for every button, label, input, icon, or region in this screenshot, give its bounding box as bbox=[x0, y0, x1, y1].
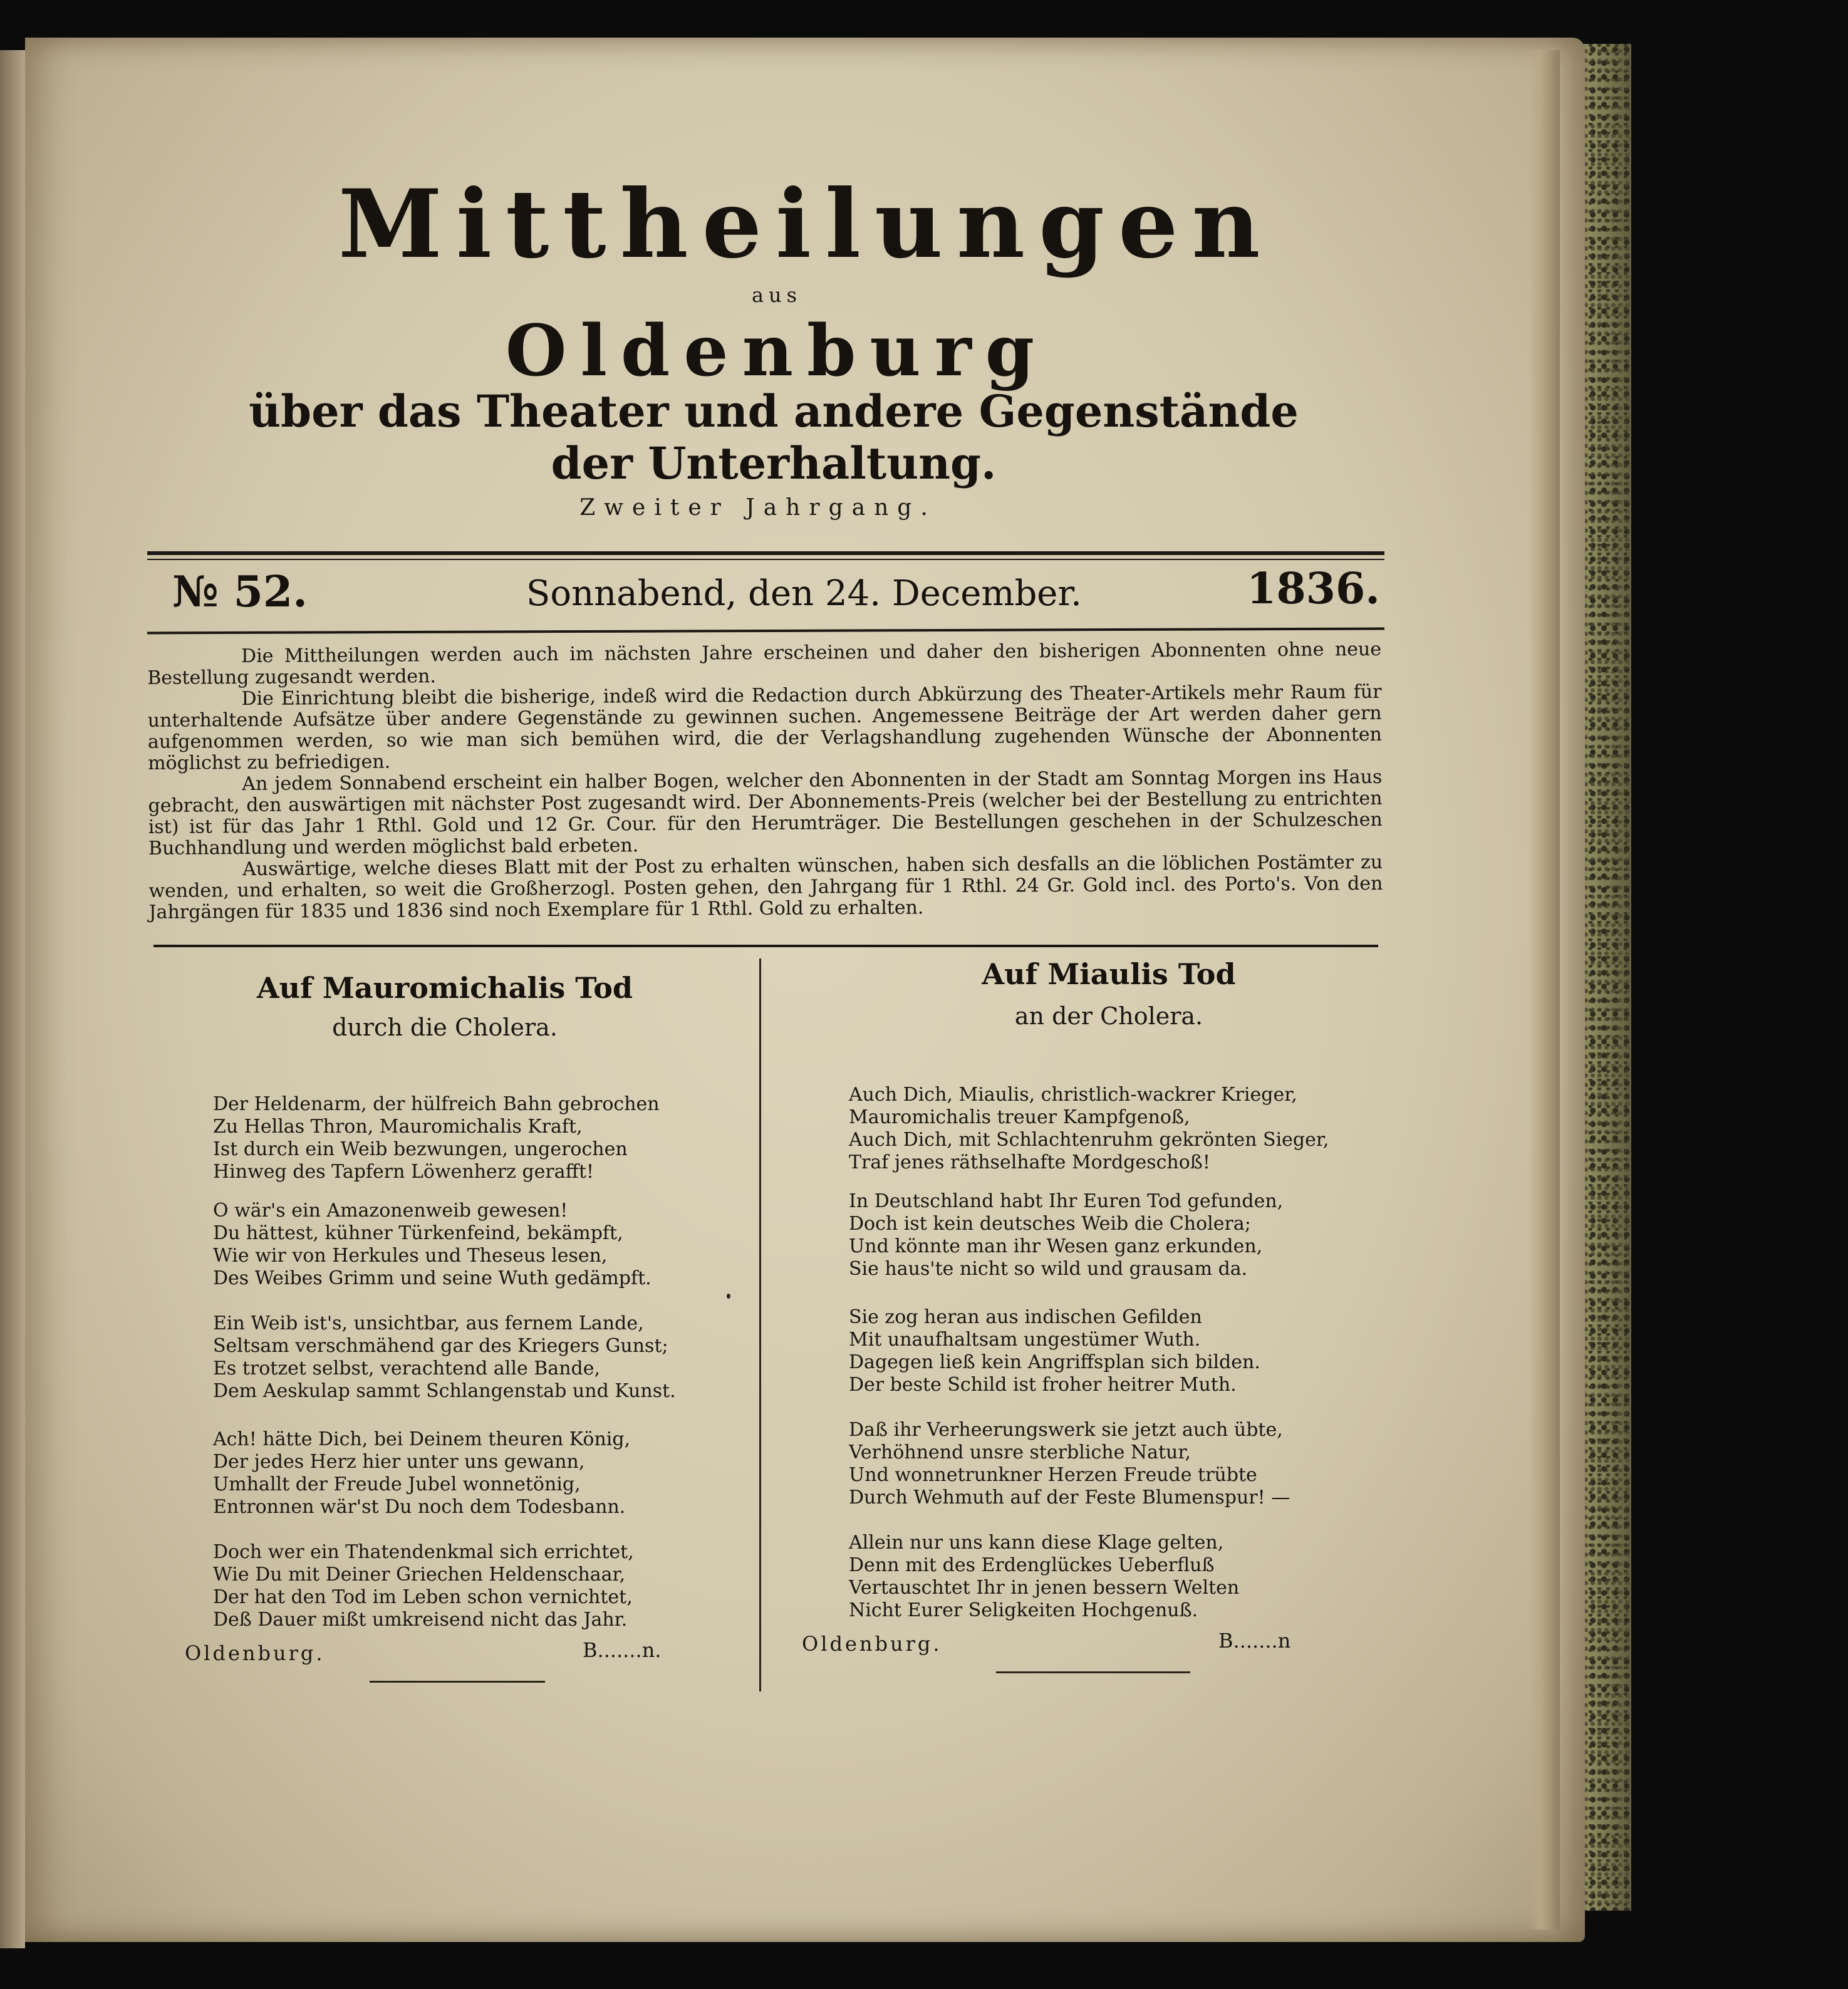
verse-line: Auch Dich, Miaulis, christlich-wackrer Krieger, bbox=[849, 1084, 1297, 1106]
notice-paragraph: An jedem Sonnabend erscheint ein halber Bogen, welcher den Abonnenten in der Stadt am Sonntag Morgen ins Haus gebracht, den auswärtigen mit nächster Post zugesandt wird. Der Abonnements-Preis (welcher bei der Bestellung zu entrichten ist) ist für das Jahr 1 Rthl. Gold und 12 Gr. Cour. für den Herumträger. Die Bestellungen geschehen in der Schulzeschen Buchhandlung und werden möglichst bald erbeten. bbox=[148, 766, 1383, 859]
facing-page-edge bbox=[0, 50, 25, 1948]
right-stanza-5 bbox=[849, 1532, 1239, 1622]
verse-line: Der beste Schild ist froher heitrer Muth. bbox=[849, 1374, 1237, 1396]
top-double-rule bbox=[147, 551, 1384, 555]
page-edge-shadow bbox=[1529, 50, 1560, 1929]
verse-line: Wie wir von Herkules und Theseus lesen, bbox=[213, 1245, 608, 1267]
verse-line: Ein Weib ist's, unsichtbar, aus fernem Lande, bbox=[213, 1312, 644, 1334]
left-poem-title: Auf Mauromichalis Tod bbox=[256, 971, 633, 1005]
issue-number: № 52. bbox=[172, 567, 308, 617]
volume-label: Zweiter Jahrgang. bbox=[579, 495, 937, 521]
verse-line: Doch ist kein deutsches Weib die Cholera; bbox=[849, 1213, 1251, 1235]
verse-line: In Deutschland habt Ihr Euren Tod gefunden, bbox=[849, 1190, 1284, 1212]
left-stanza-1 bbox=[213, 1093, 660, 1183]
verse-line: Wie Du mit Deiner Griechen Heldenschaar, bbox=[213, 1564, 626, 1586]
ink-speck bbox=[727, 1294, 730, 1299]
verse-line: Dem Aeskulap sammt Schlangenstab und Kunst. bbox=[213, 1380, 676, 1402]
verse-line: Der Heldenarm, der hülfreich Bahn gebrochen bbox=[213, 1093, 660, 1115]
verse-line: Doch wer ein Thatendenkmal sich errichtet, bbox=[213, 1541, 634, 1563]
verse-line: Allein nur uns kann diese Klage gelten, bbox=[849, 1532, 1224, 1554]
verse-line: Traf jenes räthselhafte Mordgeschoß! bbox=[849, 1151, 1210, 1173]
verse-line: Dagegen ließ kein Angriffsplan sich bilden. bbox=[849, 1351, 1260, 1373]
top-double-rule-thin bbox=[147, 559, 1384, 560]
verse-line: Sie haus'te nicht so wild und grausam da. bbox=[849, 1258, 1248, 1280]
right-signature: B.......n bbox=[1218, 1629, 1291, 1653]
verse-line: Ach! hätte Dich, bei Deinem theuren König, bbox=[213, 1428, 631, 1450]
subscription-notice bbox=[147, 639, 1383, 923]
verse-line: Daß ihr Verheerungswerk sie jetzt auch übte, bbox=[849, 1419, 1283, 1441]
verse-line: Zu Hellas Thron, Mauromichalis Kraft, bbox=[213, 1116, 583, 1138]
verse-line: Auch Dich, mit Schlachtenruhm gekrönten Sieger, bbox=[849, 1129, 1329, 1151]
verse-line: Mauromichalis treuer Kampfgenoß, bbox=[849, 1106, 1190, 1128]
issue-date: Sonnabend, den 24. December. bbox=[526, 573, 1082, 614]
right-stanza-1 bbox=[849, 1084, 1329, 1174]
verse-line: Mit unaufhaltsam ungestümer Wuth. bbox=[849, 1329, 1201, 1351]
masthead-subtitle: über das Theater und andere Gegenstände der Unterhaltung. bbox=[249, 385, 1299, 489]
right-end-rule bbox=[996, 1671, 1190, 1673]
right-stanza-4 bbox=[849, 1419, 1290, 1509]
left-stanza-2 bbox=[213, 1200, 651, 1290]
verse-line: Es trotzet selbst, verachtend alle Bande, bbox=[213, 1358, 601, 1379]
verse-line: Vertauschtet Ihr in jenen bessern Welten bbox=[849, 1577, 1240, 1599]
verse-line: Durch Wehmuth auf der Feste Blumenspur! — bbox=[849, 1487, 1290, 1509]
left-place: Oldenburg. bbox=[185, 1641, 325, 1665]
masthead-city: Oldenburg bbox=[505, 310, 1049, 392]
left-poem-subtitle: durch die Cholera. bbox=[332, 1014, 558, 1041]
masthead-title: Mittheilungen bbox=[338, 169, 1274, 279]
verse-line: Ist durch ein Weib bezwungen, ungerochen bbox=[213, 1138, 628, 1160]
verse-line: Entronnen wär'st Du noch dem Todesbann. bbox=[213, 1496, 626, 1518]
verse-line: Sie zog heran aus indischen Gefilden bbox=[849, 1306, 1202, 1328]
verse-line: Deß Dauer mißt umkreisend nicht das Jahr. bbox=[213, 1609, 628, 1631]
verse-line: Verhöhnend unsre sterbliche Natur, bbox=[849, 1441, 1191, 1463]
verse-line: Umhallt der Freude Jubel wonnetönig, bbox=[213, 1473, 581, 1495]
left-end-rule bbox=[370, 1681, 545, 1683]
column-divider bbox=[759, 958, 761, 1691]
verse-line: O wär's ein Amazonenweib gewesen! bbox=[213, 1200, 568, 1222]
left-stanza-5 bbox=[213, 1541, 634, 1631]
verse-line: Und wonnetrunkner Herzen Freude trübte bbox=[849, 1464, 1257, 1486]
verse-line: Nicht Eurer Seligkeiten Hochgenuß. bbox=[849, 1599, 1198, 1621]
verse-line: Seltsam verschmähend gar des Kriegers Gunst; bbox=[213, 1335, 668, 1357]
right-stanza-2 bbox=[849, 1190, 1283, 1280]
verse-line: Der jedes Herz hier unter uns gewann, bbox=[213, 1451, 585, 1473]
right-stanza-3 bbox=[849, 1306, 1260, 1396]
masthead-aus: aus bbox=[751, 283, 802, 307]
verse-line: Und könnte man ihr Wesen ganz erkunden, bbox=[849, 1235, 1263, 1257]
notice-paragraph: Auswärtige, welche dieses Blatt mit der Post zu erhalten wünschen, haben sich desfalls an die löblichen Postämter zu wenden, und erhalten, so weit die Großherzogl. Posten gehen, den Jahrgang für 1 Rthl. 24 Gr. Gold incl. des Porto's. Von den Jahrgängen für 1835 und 1836 sind noch Exemplare für 1 Rthl. Gold zu erhalten. bbox=[148, 851, 1383, 923]
verse-line: Hinweg des Tapfern Löwenherz gerafft! bbox=[213, 1161, 594, 1183]
left-stanza-3 bbox=[213, 1312, 676, 1403]
verse-line: Der hat den Tod im Leben schon vernichtet, bbox=[213, 1586, 633, 1608]
left-stanza-4 bbox=[213, 1428, 630, 1519]
right-poem-title: Auf Miaulis Tod bbox=[982, 957, 1236, 991]
verse-line: Du hättest, kühner Türkenfeind, bekämpft, bbox=[213, 1222, 623, 1244]
notice-bottom-rule bbox=[153, 945, 1378, 947]
right-place: Oldenburg. bbox=[802, 1632, 942, 1656]
right-poem-subtitle: an der Cholera. bbox=[1014, 1002, 1203, 1030]
verse-line: Des Weibes Grimm und seine Wuth gedämpft. bbox=[213, 1267, 651, 1289]
left-signature: B.......n. bbox=[583, 1638, 662, 1662]
notice-paragraph: Die Einrichtung bleibt die bisherige, indeß wird die Redaction durch Abkürzung des Theater-Artikels mehr Raum für unterhaltende Aufsätze über andere Gegenstände zu gewinnen suchen. Angemessene Beiträge der Art werden daher gern aufgenommen werden, so wie man sich bemühen wird, die der Verlagshandlung zugehenden Wünsche der Abonnenten möglichst zu befriedigen. bbox=[147, 680, 1383, 774]
notice-paragraph: Die Mittheilungen werden auch im nächsten Jahre erscheinen und daher den bisherigen Abonnenten ohne neue Bestellung zugesandt werden. bbox=[147, 638, 1382, 689]
verse-line: Denn mit des Erdenglückes Ueberfluß bbox=[849, 1554, 1215, 1576]
issue-year: 1836. bbox=[1247, 564, 1380, 614]
